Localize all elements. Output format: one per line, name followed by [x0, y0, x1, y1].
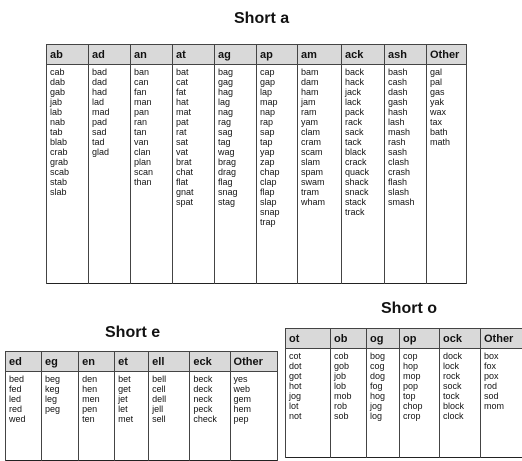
word: slab	[50, 187, 85, 197]
word: cram	[301, 137, 338, 147]
word: hat	[176, 97, 211, 107]
word: sat	[176, 137, 211, 147]
word: crack	[345, 157, 381, 167]
column-header: ot	[286, 329, 331, 349]
word: check	[193, 414, 226, 424]
short-e-table	[5, 351, 278, 461]
column-header: ed	[6, 352, 42, 372]
word: map	[260, 97, 294, 107]
word: bell	[152, 374, 186, 384]
word: slam	[301, 157, 338, 167]
word-row	[6, 372, 278, 461]
word: scan	[134, 167, 169, 177]
column-header: Other	[481, 329, 522, 349]
word: lab	[50, 107, 85, 117]
word: mash	[388, 127, 423, 137]
word: chop	[403, 401, 436, 411]
word: ram	[301, 107, 338, 117]
word: mat	[176, 107, 211, 117]
word: pack	[345, 107, 381, 117]
word-column	[79, 372, 115, 461]
word: track	[345, 207, 381, 217]
word-column	[215, 65, 257, 284]
word: web	[234, 384, 274, 394]
word: dog	[370, 371, 396, 381]
word: dab	[50, 77, 85, 87]
word: got	[289, 371, 327, 381]
word: wed	[9, 414, 38, 424]
word: man	[134, 97, 169, 107]
word: jog	[289, 391, 327, 401]
word: tag	[218, 137, 253, 147]
word-column	[42, 372, 79, 461]
word: yam	[301, 117, 338, 127]
word-column	[6, 372, 42, 461]
word: quack	[345, 167, 381, 177]
word: jam	[301, 97, 338, 107]
word: clap	[260, 177, 294, 187]
word: sag	[218, 127, 253, 137]
word: crab	[50, 147, 85, 157]
word: jell	[152, 404, 186, 414]
word: lock	[443, 361, 477, 371]
word: cash	[388, 77, 423, 87]
word: sap	[260, 127, 294, 137]
word: lob	[334, 381, 363, 391]
word: gob	[334, 361, 363, 371]
word: jog	[370, 401, 396, 411]
word: gash	[388, 97, 423, 107]
word: rock	[443, 371, 477, 381]
word: glad	[92, 147, 127, 157]
word: dot	[289, 361, 327, 371]
word: spat	[176, 197, 211, 207]
word-column	[342, 65, 385, 284]
word: fed	[9, 384, 38, 394]
word: gem	[234, 394, 274, 404]
word: dell	[152, 394, 186, 404]
word: tock	[443, 391, 477, 401]
word: clock	[443, 411, 477, 421]
word: wham	[301, 197, 338, 207]
word: cab	[50, 67, 85, 77]
word: cop	[403, 351, 436, 361]
word: let	[118, 404, 145, 414]
word: tram	[301, 187, 338, 197]
column-header: Other	[427, 45, 467, 65]
word: hen	[82, 384, 111, 394]
word-column	[481, 349, 522, 458]
column-header: am	[298, 45, 342, 65]
word: yes	[234, 374, 274, 384]
word: jab	[50, 97, 85, 107]
word: lap	[260, 87, 294, 97]
word: flat	[176, 177, 211, 187]
word: sad	[92, 127, 127, 137]
word: fog	[370, 381, 396, 391]
word: shack	[345, 177, 381, 187]
column-header: at	[173, 45, 215, 65]
column-header: ab	[47, 45, 89, 65]
word-column	[427, 65, 467, 284]
header-row	[286, 329, 522, 349]
word-column	[385, 65, 427, 284]
word: rack	[345, 117, 381, 127]
word: peg	[45, 404, 75, 414]
word: bam	[301, 67, 338, 77]
word: mad	[92, 107, 127, 117]
word: top	[403, 391, 436, 401]
word: sack	[345, 127, 381, 137]
word: rod	[484, 381, 519, 391]
word-column	[190, 372, 230, 461]
word: bag	[218, 67, 253, 77]
word: back	[345, 67, 381, 77]
word-column	[286, 349, 331, 458]
column-header: ob	[331, 329, 367, 349]
word: black	[345, 147, 381, 157]
word: beg	[45, 374, 75, 384]
word: slap	[260, 197, 294, 207]
word-column	[47, 65, 89, 284]
word: stab	[50, 177, 85, 187]
column-header: ap	[257, 45, 298, 65]
word-column	[400, 349, 440, 458]
word: pal	[430, 77, 463, 87]
word: lag	[218, 97, 253, 107]
word-row	[286, 349, 522, 458]
word: can	[134, 77, 169, 87]
word: stack	[345, 197, 381, 207]
word: gab	[50, 87, 85, 97]
word: rob	[334, 401, 363, 411]
word: gap	[260, 77, 294, 87]
word: gal	[430, 67, 463, 77]
word: bed	[9, 374, 38, 384]
word: sock	[443, 381, 477, 391]
word: log	[370, 411, 396, 421]
short-o-title: Short o	[381, 300, 437, 318]
column-header: ash	[385, 45, 427, 65]
word: nab	[50, 117, 85, 127]
word: ten	[82, 414, 111, 424]
word: pen	[82, 404, 111, 414]
word: bog	[370, 351, 396, 361]
word: blab	[50, 137, 85, 147]
word: vat	[176, 147, 211, 157]
word: slash	[388, 187, 423, 197]
word: spam	[301, 167, 338, 177]
header-row	[47, 45, 467, 65]
column-header: eck	[190, 352, 230, 372]
short-o-table	[285, 328, 522, 458]
word: rat	[176, 127, 211, 137]
word: lad	[92, 97, 127, 107]
word: snap	[260, 207, 294, 217]
word: pan	[134, 107, 169, 117]
word: box	[484, 351, 519, 361]
short-a-table	[46, 44, 467, 284]
word: get	[118, 384, 145, 394]
column-header: ack	[342, 45, 385, 65]
word: tack	[345, 137, 381, 147]
word: clan	[134, 147, 169, 157]
word: wag	[218, 147, 253, 157]
word: scam	[301, 147, 338, 157]
word: rag	[218, 117, 253, 127]
word: had	[92, 87, 127, 97]
word-column	[298, 65, 342, 284]
word: tan	[134, 127, 169, 137]
word: hot	[289, 381, 327, 391]
word: math	[430, 137, 463, 147]
word: tad	[92, 137, 127, 147]
word: pox	[484, 371, 519, 381]
word: sell	[152, 414, 186, 424]
word: trap	[260, 217, 294, 227]
word: deck	[193, 384, 226, 394]
word: cot	[289, 351, 327, 361]
short-e-title: Short e	[105, 324, 160, 342]
word-column	[89, 65, 131, 284]
word: ban	[134, 67, 169, 77]
word: crop	[403, 411, 436, 421]
word: zap	[260, 157, 294, 167]
word: chat	[176, 167, 211, 177]
word: peck	[193, 404, 226, 414]
word: den	[82, 374, 111, 384]
word: rash	[388, 137, 423, 147]
word-column	[173, 65, 215, 284]
word: bash	[388, 67, 423, 77]
word-column	[257, 65, 298, 284]
word: job	[334, 371, 363, 381]
word: ham	[301, 87, 338, 97]
word: mob	[334, 391, 363, 401]
column-header: ock	[440, 329, 481, 349]
word-column	[331, 349, 367, 458]
word: keg	[45, 384, 75, 394]
column-header: op	[400, 329, 440, 349]
column-header: Other	[230, 352, 277, 372]
word-column	[440, 349, 481, 458]
word: swam	[301, 177, 338, 187]
word: men	[82, 394, 111, 404]
word: cog	[370, 361, 396, 371]
word: gnat	[176, 187, 211, 197]
word: yak	[430, 97, 463, 107]
word: cob	[334, 351, 363, 361]
word: nag	[218, 107, 253, 117]
word: fan	[134, 87, 169, 97]
word: brat	[176, 157, 211, 167]
column-header: en	[79, 352, 115, 372]
word: leg	[45, 394, 75, 404]
word: plan	[134, 157, 169, 167]
word: smash	[388, 197, 423, 207]
header-row	[6, 352, 278, 372]
column-header: og	[367, 329, 400, 349]
word: grab	[50, 157, 85, 167]
column-header: et	[115, 352, 149, 372]
word: red	[9, 404, 38, 414]
column-header: ad	[89, 45, 131, 65]
word: lash	[388, 117, 423, 127]
word: clam	[301, 127, 338, 137]
column-header: eg	[42, 352, 79, 372]
word: pat	[176, 117, 211, 127]
word: neck	[193, 394, 226, 404]
word-column	[367, 349, 400, 458]
word: flag	[218, 177, 253, 187]
word: block	[443, 401, 477, 411]
word: beck	[193, 374, 226, 384]
word: pop	[403, 381, 436, 391]
column-header: ell	[149, 352, 190, 372]
word: tap	[260, 137, 294, 147]
word: hog	[370, 391, 396, 401]
word: flap	[260, 187, 294, 197]
word: clash	[388, 157, 423, 167]
word: lot	[289, 401, 327, 411]
word: tab	[50, 127, 85, 137]
word: dash	[388, 87, 423, 97]
word: bet	[118, 374, 145, 384]
word: jet	[118, 394, 145, 404]
word: sob	[334, 411, 363, 421]
word: brag	[218, 157, 253, 167]
word: gag	[218, 77, 253, 87]
word: dock	[443, 351, 477, 361]
word: gas	[430, 87, 463, 97]
word: cell	[152, 384, 186, 394]
word: mom	[484, 401, 519, 411]
word-column	[149, 372, 190, 461]
word-column	[131, 65, 173, 284]
column-header: ag	[215, 45, 257, 65]
column-header: an	[131, 45, 173, 65]
word: jack	[345, 87, 381, 97]
word: hack	[345, 77, 381, 87]
word: hop	[403, 361, 436, 371]
word-column	[230, 372, 277, 461]
word: van	[134, 137, 169, 147]
word: bat	[176, 67, 211, 77]
word: sod	[484, 391, 519, 401]
word: cat	[176, 77, 211, 87]
word: crash	[388, 167, 423, 177]
word: hag	[218, 87, 253, 97]
word: dam	[301, 77, 338, 87]
word: tax	[430, 117, 463, 127]
word: pep	[234, 414, 274, 424]
word: than	[134, 177, 169, 187]
word: nap	[260, 107, 294, 117]
word: dad	[92, 77, 127, 87]
word: stag	[218, 197, 253, 207]
word: mop	[403, 371, 436, 381]
word: scab	[50, 167, 85, 177]
word: ran	[134, 117, 169, 127]
word: led	[9, 394, 38, 404]
word: snack	[345, 187, 381, 197]
word-column	[115, 372, 149, 461]
word: hash	[388, 107, 423, 117]
word: pad	[92, 117, 127, 127]
word: fox	[484, 361, 519, 371]
word: cap	[260, 67, 294, 77]
word: chap	[260, 167, 294, 177]
word: wax	[430, 107, 463, 117]
word: drag	[218, 167, 253, 177]
word: yap	[260, 147, 294, 157]
word: bad	[92, 67, 127, 77]
word: met	[118, 414, 145, 424]
word: rap	[260, 117, 294, 127]
short-a-title: Short a	[234, 10, 289, 28]
word: sash	[388, 147, 423, 157]
word-row	[47, 65, 467, 284]
word: fat	[176, 87, 211, 97]
word: flash	[388, 177, 423, 187]
word: lack	[345, 97, 381, 107]
word: bath	[430, 127, 463, 137]
word: hem	[234, 404, 274, 414]
word: snag	[218, 187, 253, 197]
word: not	[289, 411, 327, 421]
